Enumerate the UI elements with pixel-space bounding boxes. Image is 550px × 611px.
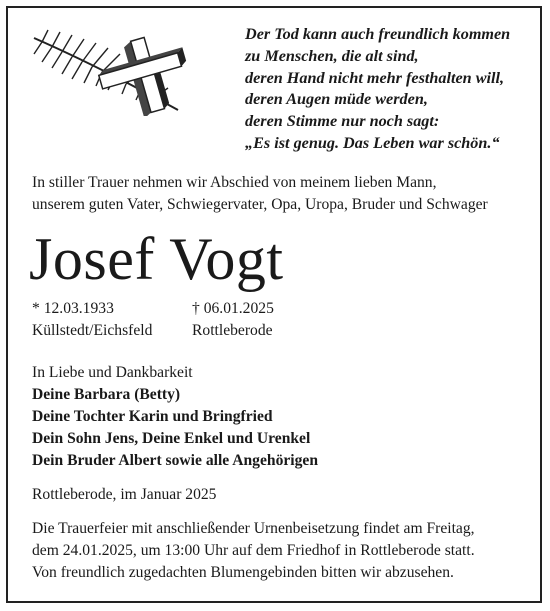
family-member: Dein Sohn Jens, Deine Enkel und Urenkel [32,430,311,447]
poem-line: Der Tod kann auch freundlich kommen [245,25,511,43]
poem-line: deren Hand nicht mehr festhalten will, [245,68,505,87]
life-dates [32,298,274,342]
death-date: † 06.01.2025 [192,300,274,317]
poem-line: „Es ist genug. Das Leben war schön.“ [245,133,500,152]
family-member: Deine Tochter Karin und Bringfried [32,408,273,425]
family-member: Dein Bruder Albert sowie alle Angehörigen [32,452,319,469]
poem [245,24,535,155]
poem-line: deren Stimme nur noch sagt: [245,112,440,131]
intro-line: unserem guten Vater, Schwiegervater, Opa, Uropa, Bruder und Schwager [32,196,488,213]
place-date: Rottleberode, im Januar 2025 [32,486,217,503]
notice-line: dem 24.01.2025, um 13:00 Uhr auf dem Friedhof in Rottleberode statt. [32,542,475,559]
birth-place: Küllstedt/Eichsfeld [32,322,153,339]
family-block [32,362,318,472]
notice-line: Von freundlich zugedachten Blumengebinden bitten wir abzusehen. [32,564,454,581]
notice-line: Die Trauerfeier mit anschließender Urnenbeisetzung findet am Freitag, [32,520,475,537]
intro-text [32,172,488,216]
funeral-notice [32,518,475,584]
poem-line: zu Menschen, die alt sind, [245,46,419,65]
family-heading: In Liebe und Dankbarkeit [32,364,193,381]
birth-date: * 12.03.1933 [32,300,114,317]
cross-with-palm-branch-icon [28,26,218,116]
poem-line: deren Augen müde werden, [245,90,428,109]
family-member: Deine Barbara (Betty) [32,386,181,403]
deceased-name: Josef Vogt [29,226,284,292]
death-place: Rottleberode [192,322,273,339]
intro-line: In stiller Trauer nehmen wir Abschied von meinem lieben Mann, [32,174,437,191]
